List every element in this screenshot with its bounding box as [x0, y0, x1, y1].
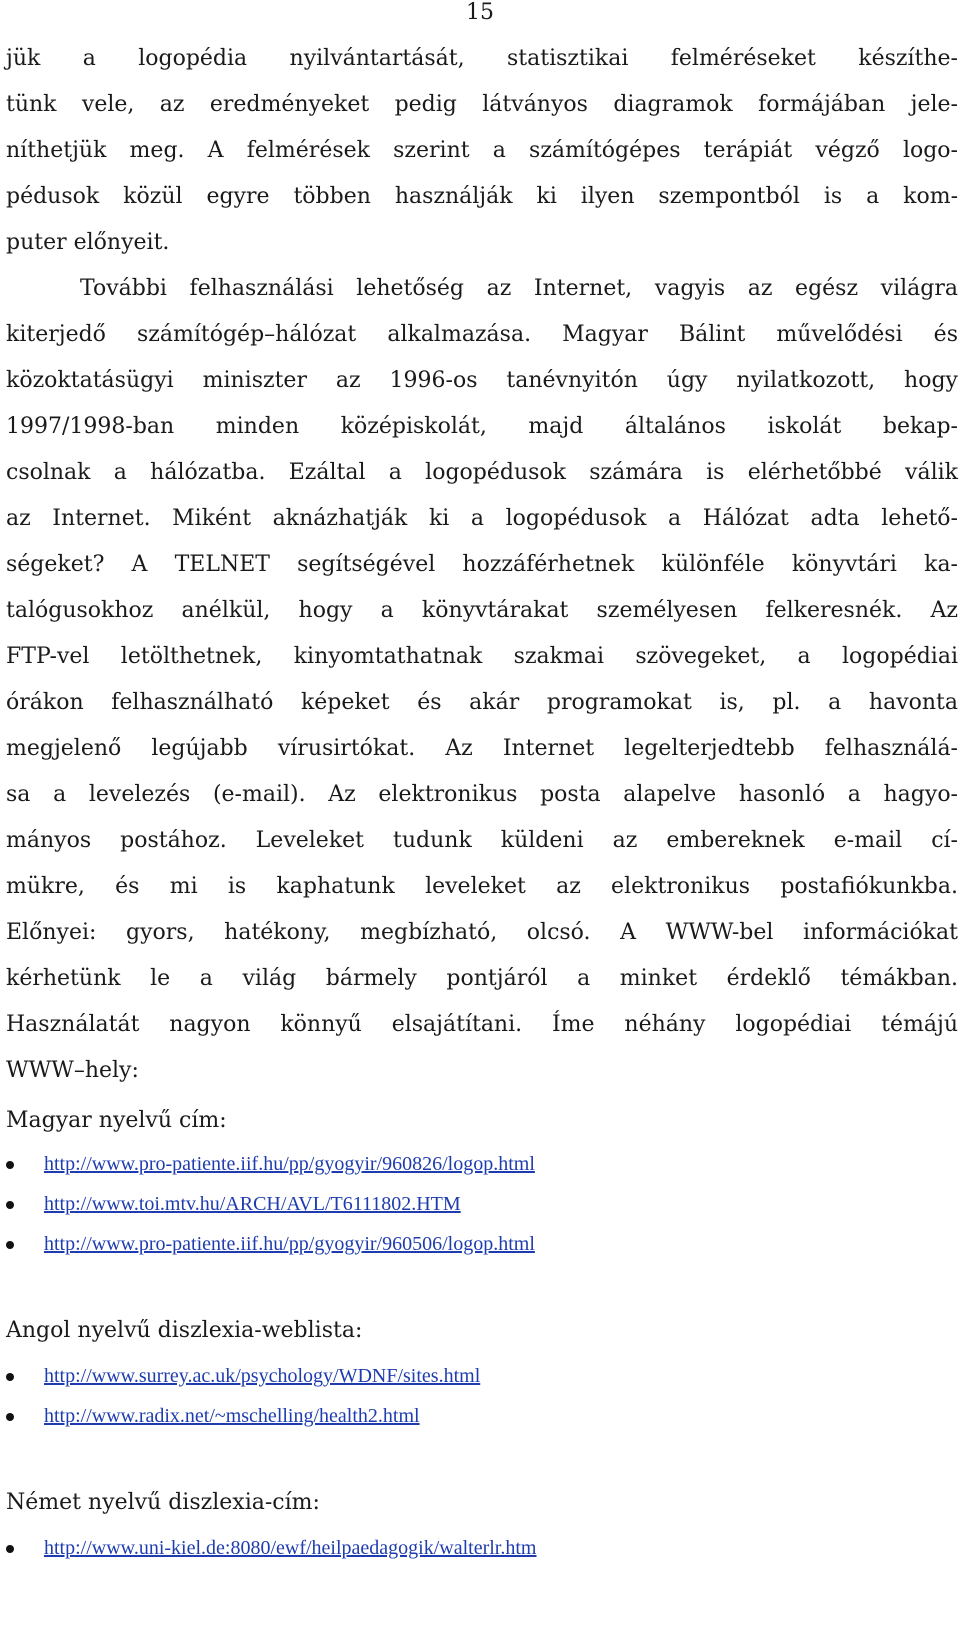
link-radix[interactable]: http://www.radix.net/~mschelling/health2.html — [44, 1405, 420, 1427]
text-line: közoktatásügyi miniszter az 1996-os tanévnyitón úgy nyilatkozott, hogy — [6, 368, 958, 393]
bullet-icon — [6, 1201, 14, 1209]
text-line: mükre, és mi is kaphatunk leveleket az elektronikus postafiókunkba. — [6, 874, 958, 899]
text-line: 1997/1998-ban minden középiskolát, majd általános iskolát bekap- — [6, 414, 958, 439]
text-line: jük a logopédia nyilvántartását, statisztikai felméréseket készíthe- — [6, 46, 958, 71]
text-line: kérhetünk le a világ bármely pontjáról a minket érdeklő témákban. — [6, 966, 958, 991]
text-line: tünk vele, az eredményeket pedig látványos diagramok formájában jele- — [6, 92, 958, 117]
link-pro-patiente-960506[interactable]: http://www.pro-patiente.iif.hu/pp/gyogyir/960506/logop.html — [44, 1233, 535, 1255]
link-uni-kiel[interactable]: http://www.uni-kiel.de:8080/ewf/heilpaedagogik/walterlr.htm — [44, 1537, 537, 1559]
text-line: Használatát nagyon könnyű elsajátítani. Íme néhány logopédiai témájú — [6, 1012, 958, 1037]
paragraph-1 — [6, 36, 958, 266]
text-line: FTP-vel letölthetnek, kinyomtathatnak szakmai szövegeket, a logopédiai — [6, 644, 958, 669]
text-line: níthetjük meg. A felmérések szerint a számítógépes terápiát végző logo- — [6, 138, 958, 163]
text-line: WWW–hely: — [6, 1058, 139, 1083]
bullet-icon — [6, 1373, 14, 1381]
text-line: puter előnyeit. — [6, 230, 170, 255]
text-line: az Internet. Miként aknázhatják ki a logopédusok a Hálózat adta lehető- — [6, 506, 958, 531]
section-heading-german: Német nyelvű diszlexia-cím: — [6, 1490, 320, 1515]
text-line: csolnak a hálózatba. Ezáltal a logopédusok számára is elérhetőbbé válik — [6, 460, 958, 485]
text-line: kiterjedő számítógép–hálózat alkalmazása. Magyar Bálint művelődési és — [6, 322, 958, 347]
bullet-icon — [6, 1413, 14, 1421]
text-line: Előnyei: gyors, hatékony, megbízható, olcsó. A WWW-bel információkat — [6, 920, 958, 945]
text-line: talógusokhoz anélkül, hogy a könyvtárakat személyesen felkeresnék. Az — [6, 598, 958, 623]
link-pro-patiente-960826[interactable]: http://www.pro-patiente.iif.hu/pp/gyogyir/960826/logop.html — [44, 1153, 535, 1175]
section-heading-hungarian: Magyar nyelvű cím: — [6, 1108, 227, 1133]
link-surrey[interactable]: http://www.surrey.ac.uk/psychology/WDNF/sites.html — [44, 1365, 481, 1387]
section-heading-english: Angol nyelvű diszlexia-weblista: — [6, 1318, 363, 1343]
bullet-icon — [6, 1545, 14, 1553]
bullet-icon — [6, 1241, 14, 1249]
link-toi-mtv[interactable]: http://www.toi.mtv.hu/ARCH/AVL/T6111802.HTM — [44, 1193, 461, 1215]
text-line: mányos postához. Leveleket tudunk küldeni az embereknek e-mail cí- — [6, 828, 958, 853]
text-line: sa a levelezés (e-mail). Az elektronikus posta alapelve hasonló a hagyo- — [6, 782, 958, 807]
bullet-icon — [6, 1161, 14, 1169]
text-line: órákon felhasználható képeket és akár programokat is, pl. a havonta — [6, 690, 958, 715]
page-number: 15 — [466, 0, 494, 25]
paragraph-2 — [6, 266, 958, 1094]
text-line: További felhasználási lehetőség az Internet, vagyis az egész világra — [80, 276, 958, 301]
text-line: megjelenő legújabb vírusirtókat. Az Internet legelterjedtebb felhasználá- — [6, 736, 958, 761]
text-line: pédusok közül egyre többen használják ki ilyen szempontból is a kom- — [6, 184, 958, 209]
text-line: ségeket? A TELNET segítségével hozzáférhetnek különféle könyvtári ka- — [6, 552, 958, 577]
